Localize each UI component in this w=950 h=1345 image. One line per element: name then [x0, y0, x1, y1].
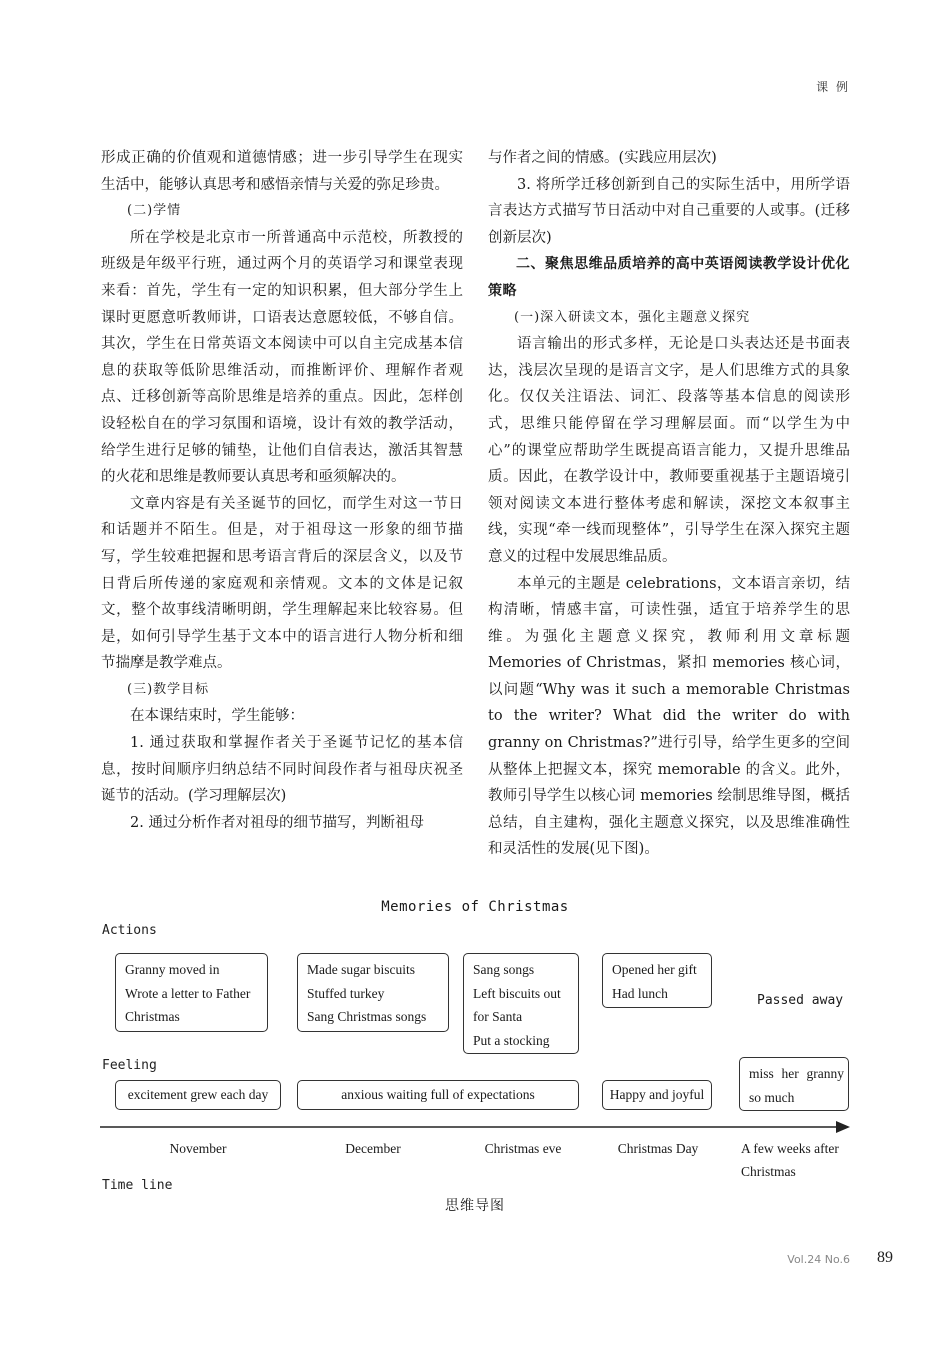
timeline-tick-christmas-eve: Christmas eve [484, 1141, 562, 1156]
arrow-head-icon [836, 1121, 850, 1133]
subheading-strategy-1: (一)深入研读文本，强化主题意义探究 [514, 309, 751, 325]
action-line: Sang songs [473, 962, 535, 977]
paragraph: 形成正确的价值观和道德情感；进一步引导学生在现实生活中，能够认真思考和感悟亲情与关爱的弥足珍贵。 [101, 150, 463, 193]
paragraph: 在本课结束时，学生能够： [130, 708, 304, 725]
feeling-box-after-christmas [739, 1057, 849, 1111]
feeling-box-november [115, 1080, 281, 1110]
actions-label: Actions [102, 923, 157, 938]
feeling-text: Happy and joyful [609, 1087, 705, 1103]
objective-item: 2. 通过分析作者对祖母的细节描写，判断祖母 [130, 814, 424, 831]
figure-caption: 思维导图 [445, 1198, 505, 1214]
timeline-tick-christmas-day: Christmas Day [617, 1141, 699, 1156]
timeline-tick-november: November [169, 1141, 227, 1156]
section-heading: 二、聚焦思维品质培养的高中英语阅读教学设计优化策略 [488, 256, 850, 299]
right-text-column [488, 145, 850, 863]
figure-title: Memories of Christmas [381, 899, 569, 915]
timeline-tick-after-christmas: A few weeks after Christmas [741, 1141, 839, 1179]
action-line: Opened her gift [612, 962, 697, 977]
feeling-label: Feeling [102, 1058, 157, 1073]
left-text-column [101, 145, 463, 836]
feeling-box-december-eve [297, 1080, 579, 1110]
passed-away-label: Passed away [757, 993, 844, 1008]
volume-issue: Vol.24 No.6 [787, 1253, 850, 1266]
feeling-box-christmas-day [602, 1080, 712, 1110]
subheading-teaching-objectives: (三)教学目标 [127, 681, 210, 697]
action-line: Put a stocking [473, 1033, 550, 1049]
feeling-text: miss her granny so much [749, 1066, 844, 1105]
objective-item: 1. 通过获取和掌握作者关于圣诞节记忆的基本信息，按时间顺序归纳总结不同时间段作者与祖母庆祝圣诞节的活动。(学习理解层次) [101, 735, 463, 805]
timeline-tick-december: December [345, 1141, 401, 1156]
paragraph: 所在学校是北京市一所普通高中示范校，所教授的班级是年级平行班，通过两个月的英语学习和课堂表现来看：首先，学生有一定的知识积累，但大部分学生上课时更愿意听教师讲，口语表达意愿较低，不够自信。其次，学生在日常英语文本阅读中可以自主完成基本信息的获取等低阶思维活动，而推断评价、理解作者观点、迁移创新等高阶思维是培养的重点。因此，怎样创设轻松自在的学习氛围和语境，设计有效的教学活动，给学生进行足够的铺垫，让他们自信表达，激活其智慧的火花和思维是教师要认真思考和亟须解决的。 [101, 229, 463, 486]
action-line: Granny moved in [125, 962, 220, 977]
action-box-november [115, 953, 268, 1032]
objective-item: 3. 将所学迁移创新到自己的实际生活中，用所学语言表达方式描写节日活动中对自己重要的人或事。(迁移创新层次) [488, 176, 850, 246]
action-line: Had lunch [612, 985, 668, 1001]
action-line: Wrote a letter to Father [125, 985, 251, 1001]
action-box-christmas-day [602, 953, 712, 1008]
feeling-text: excitement grew each day [127, 1087, 269, 1103]
page-number: 89 [877, 1249, 893, 1266]
action-line: for Santa [473, 1009, 523, 1025]
action-line: Made sugar biscuits [307, 962, 415, 977]
paragraph: 语言输出的形式多样，无论是口头表达还是书面表达，浅层次呈现的是语言文字，是人们思维方式的具象化。仅仅关注语法、词汇、段落等基本信息的阅读形式，思维只能停留在学习理解层面。而“以学生为中心”的课堂应帮助学生既提高语言能力，又提升思维品质。因此，在教学设计中，教师要重视基于主题语境引领对阅读文本进行整体考虑和解读，深挖文本叙事主线，实现“牵一线而现整体”，引导学生在深入探究主题意义的过程中发展思维品质。 [488, 336, 850, 565]
timeline-label: Time line [102, 1178, 173, 1193]
action-line: Left biscuits out [473, 985, 561, 1001]
paragraph: 文章内容是有关圣诞节的回忆，而学生对这一节日和话题并不陌生。但是，对于祖母这一形象的细节描写，学生较难把握和思考语言背后的深层含义，以及节日背后所传递的家庭观和亲情观。文本的文体是记叙文，整个故事线清晰明朗，学生理解起来比较容易。但是，如何引导学生基于文本中的语言进行人物分析和细节揣摩是教学难点。 [101, 495, 463, 672]
action-line: Christmas [125, 1009, 180, 1025]
paragraph: 本单元的主题是 celebrations，文本语言亲切，结构清晰，情感丰富，可读性强，适宜于培养学生的思维。为强化主题意义探究，教师利用文章标题 Memories of Christmas，紧扣 memories 核心词，以问题“Why was it such a memorable Christmas to the writer? What did the writer do with granny on Christmas?”进行引导，给学生更多的空间从整体上把握文本，探究 memorable 的含义。此外，教师引导学生以核心词 memories 绘制思维导图，概括总结，自主建构，强化主题意义探究，以及思维准确性和灵活性的发展(见下图)。 [488, 575, 850, 858]
action-box-christmas-eve [463, 953, 579, 1054]
action-box-december [297, 953, 449, 1032]
action-line: Sang Christmas songs [307, 1009, 427, 1025]
section-tag: 课 例 [816, 80, 850, 94]
subheading-learner-analysis: (二)学情 [127, 203, 182, 219]
action-line: Stuffed turkey [307, 985, 385, 1001]
timeline-axis [100, 1118, 852, 1136]
feeling-text: anxious waiting full of expectations [341, 1087, 535, 1103]
paragraph: 与作者之间的情感。(实践应用层次) [488, 150, 717, 166]
